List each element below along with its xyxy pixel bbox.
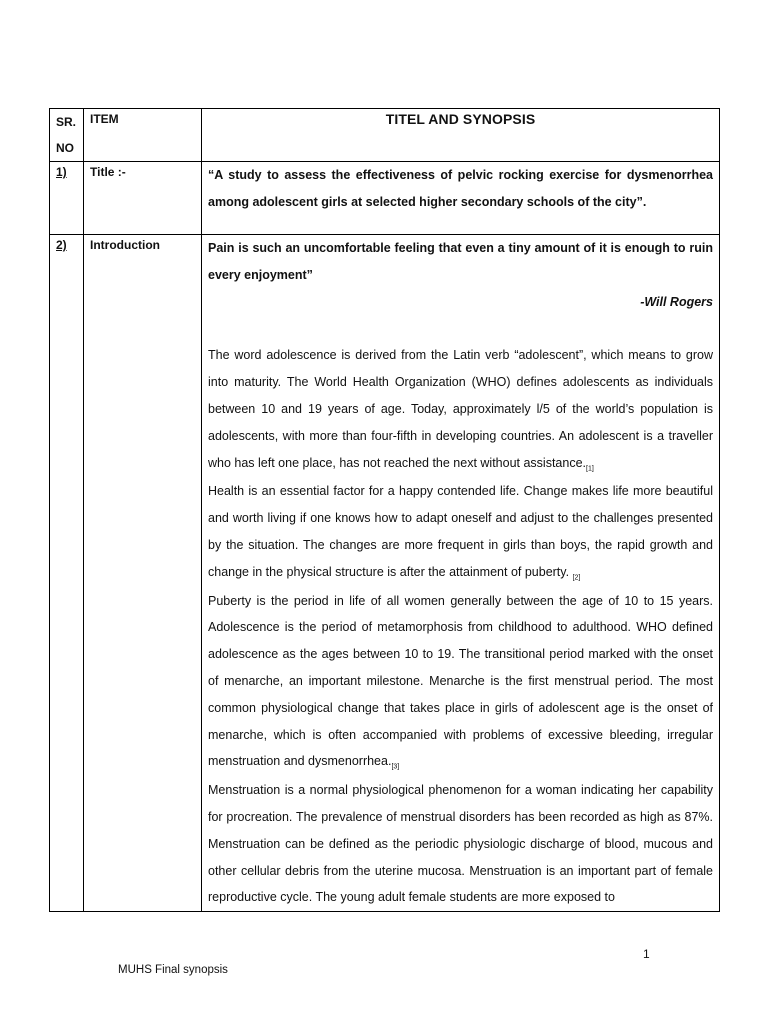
intro-quote: Pain is such an uncomfortable feeling that even a tiny amount of it is enough to ruin every enjoyment” (208, 241, 713, 282)
paragraph-text: Menstruation is a normal physiological phenomenon for a woman indicating her capability for procreation. The prevalence of menstrual disorders has been recorded as high as 87%. Menstruation can be defined as the periodic physiologic discharge of blood, mucous and other cellular debris from the uterine mucosa. Menstruation is an important part of female reproductive cycle. The young adult female students are more exposed to (208, 783, 713, 905)
paragraph-text: Health is an essential factor for a happy contended life. Change makes life more beautiful and worth living if one knows how to adapt oneself and adjust to the challenges presented by the situation. The changes are more frequent in girls than boys, the rapid growth and change in the physical structure is after the attainment of puberty. (208, 484, 713, 579)
citation-ref: [2] (572, 574, 581, 582)
table-row (50, 162, 720, 235)
header-sr-no-cell (50, 109, 84, 162)
row-number: 2) (56, 238, 67, 252)
header-title-cell (202, 109, 720, 162)
citation-ref: [1] (586, 465, 594, 473)
row-label-cell (84, 162, 202, 235)
paragraph-text: Puberty is the period in life of all women generally between the age of 10 to 15 years. Adolescence is the period of metamorphosis from childhood to adulthood. WHO defined adolescence as the ages between 10 to 19. The transitional period marked with the onset of menarche, an important milestone. Menarche is the first menstrual period. The most common physiological change that takes place in girls of adolescent age is the onset of menarche, which is often accompanied with problems of excessive bleeding, irregular menstruation and dysmenorrhea. (208, 593, 713, 769)
intro-paragraph (208, 588, 713, 776)
quote-author: -Will Rogers (640, 294, 713, 309)
row-label: Introduction (90, 238, 160, 252)
intro-paragraph (208, 342, 713, 476)
page-number: 1 (643, 947, 650, 961)
intro-paragraph (208, 777, 713, 911)
table-header-row (50, 109, 720, 162)
spacer (208, 315, 713, 342)
introduction-content (202, 235, 719, 911)
table-row (50, 235, 720, 912)
row-label: Title :- (90, 165, 126, 179)
row-content-cell (202, 162, 720, 235)
paragraph-text: The word adolescence is derived from the Latin verb “adolescent”, which means to grow into maturity. The World Health Organization (WHO) defines adolescents as individuals between 10 and 19 years of age. Today, approximately l/5 of the world’s population is adolescents, with more than four-fifth in developing countries. An adolescent is a traveller who has left one place, has not reached the next without assistance. (208, 348, 713, 470)
header-item-cell (84, 109, 202, 162)
row-label-cell (84, 235, 202, 912)
header-item: ITEM (90, 112, 119, 126)
row-number-cell (50, 235, 84, 912)
header-title: TITEL AND SYNOPSIS (385, 111, 536, 127)
intro-paragraph (208, 478, 713, 585)
row-number-cell (50, 162, 84, 235)
study-title-text: “A study to assess the effectiveness of pelvic rocking exercise for dysmenorrhea among adolescent girls at selected higher secondary schools of the city”. (208, 168, 713, 209)
synopsis-table (49, 108, 720, 912)
row-number: 1) (56, 165, 67, 179)
citation-ref: [3] (391, 763, 400, 771)
page-footer: MUHS Final synopsis (118, 964, 228, 976)
header-sr-no: SR. NO (56, 115, 77, 155)
row-content-cell (202, 235, 720, 912)
